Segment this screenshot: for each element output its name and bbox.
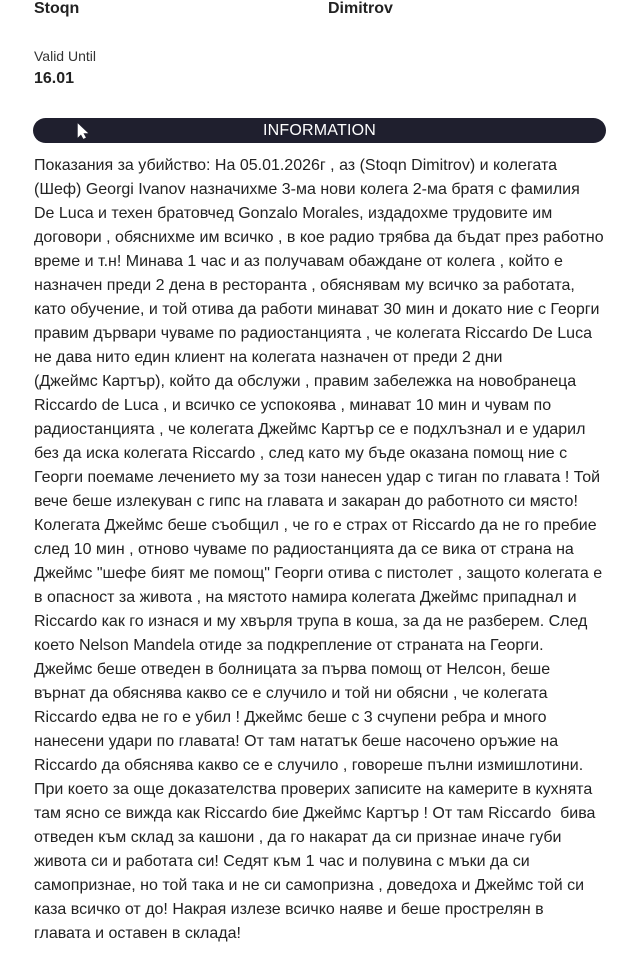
cursor-arrow-icon (77, 123, 89, 139)
valid-until-value: 16.01 (34, 70, 75, 87)
information-title: INFORMATION (262, 121, 376, 139)
report-text: Показания за убийство: На 05.01.2026г , аз (Stoqn Dimitrov) и колегата (Шеф) Georgi Ivanov назначихме 3-ма нови колега 2-ма братя с фамилия De Luca и техен братовчед Gonzalo Morales, издадохме трудовите им договори , обяснихме им всичко , в кое радио трябва да бъдат през работно време и т.н! Минава 1 час и аз получавам обаждане от колега , който е назначен преди 2 дена в ресторанта , обяснявам му всичко за работата, като обучение, и той отива да работи минават 30 мин и докато ние с Георги правим дървари чуваме по радиостанцията , че колегата Riccardo De Luca не дава нито един клиент на колегата назначен от преди 2 дни (Джеймс Картър), който да обслужи , правим забележка на новобранеца Riccardo de Luca , и всичко се успокоява , минават 10 мин и чувам по радиостанцията , че колегата Джеймс Картър се е подхлъзнал и е ударил без да иска колегата Riccardo , след като му бъде оказана помощ ние с Георги поемаме лечението му за този нанесен удар с тиган по главата ! Той вече беше излекуван с гипс на главата и закаран до работното си място! Колегата Джеймс беше съобщил , че го е страх от Riccardo да не го пребие след 10 мин , отново чуваме по радиостанцията да се вика от страна на Джеймс "шефе бият ме помощ" Георги отива с пистолет , защото колегата е в опасност за живота , на мястото намира колегата Джеймс припаднал и Riccardo как го изнася и му хвърля трупа в коша, за да не разберем. След което Nelson Mandela отиде за подкрепление от страната на Георги. Джеймс беше отведен в болницата за първа помощ от Нелсон, беше върнат да обяснява какво се е случило и той ни обясни , че колегата Riccardo едва не го е убил ! Джеймс беше с 3 счупени ребра и много нанесени удари по главата! От там нататък беше насочено оръжие на Riccardo да обяснява какво се е случило , говореше пълни измишлотини. При което за още доказателства проверих записите на камерите в кухнята там ясно се вижда как Riccardo бие Джеймс Картър ! От там Riccardo бива отведен към склад за кашони , да го накарат да си признае иначе губи живота си и работата си! Седят към 1 час и полувина с мъки да си самопризнае, но той така и не си самопризна , доведоха и Джеймс той си каза всичко от до! Накрая излезе всичко наяве и беше прострелян в главата и оставен в склада! (34, 157, 604, 942)
name-row (34, 0, 614, 20)
first-name: Stoqn (34, 0, 80, 17)
valid-until-label: Valid Until (34, 48, 96, 64)
last-name: Dimitrov (328, 0, 393, 17)
information-section-bar[interactable] (33, 118, 606, 143)
